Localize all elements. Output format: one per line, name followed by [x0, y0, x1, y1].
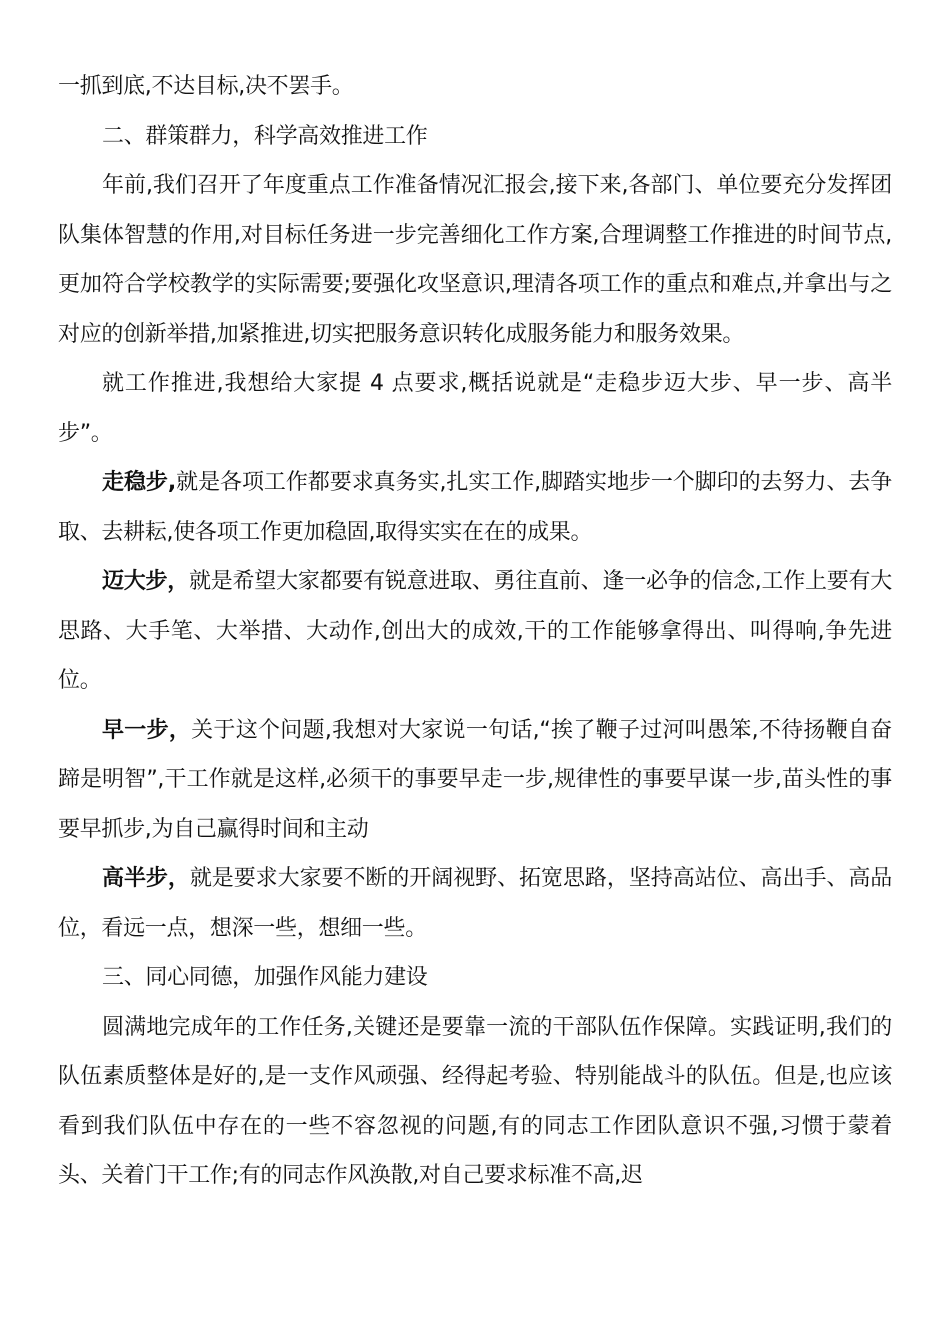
paragraph-steady-step	[58, 458, 892, 557]
paragraph-half-step	[58, 854, 892, 953]
paragraph-text: 就工作推进,我想给大家提 4 点要求,概括说就是“走稳步迈大步、早一步、高半步”。	[58, 371, 892, 446]
paragraph-text: 年前,我们召开了年度重点工作准备情况汇报会,接下来,各部门、单位要充分发挥团队集体智慧的作用,对目标任务进一步完善细化工作方案,合理调整工作推进的时间节点,更加符合学校教学的实际需要;要强化攻坚意识,理清各项工作的重点和难点,并拿出与之对应的创新举措,加紧推进,切实把服务意识转化成服务能力和服务效果。	[58, 173, 892, 347]
paragraph-big-step	[58, 557, 892, 706]
paragraph-text: 就是各项工作都要求真务实,扎实工作,脚踏实地步一个脚印的去努力、去争取、去耕耘,使各项工作更加稳固,取得实实在在的成果。	[58, 470, 892, 545]
paragraph-text: 一抓到底,不达目标,决不罢手。	[58, 74, 354, 99]
bold-lead: 高半步，	[102, 866, 190, 891]
paragraph-text: 圆满地完成年的工作任务,关键还是要靠一流的干部队伍作保障。实践证明,我们的队伍素质整体是好的,是一支作风顽强、经得起考验、特别能战斗的队伍。但是,也应该看到我们队伍中存在的一些不容忽视的问题,有的同志工作团队意识不强,习惯于蒙着头、关着门干工作;有的同志作风涣散,对自己要求标准不高,迟	[58, 1014, 892, 1188]
bold-lead: 迈大步，	[102, 569, 190, 594]
section-heading-3	[58, 953, 892, 1003]
heading-text: 三、同心同德，加强作风能力建设	[102, 965, 428, 990]
document-page	[58, 62, 892, 1201]
paragraph-1	[58, 62, 892, 112]
paragraph-last	[58, 1003, 892, 1201]
bold-lead: 早一步，	[102, 717, 192, 743]
section-heading-2	[58, 112, 892, 162]
paragraph-early-step	[58, 706, 892, 855]
paragraph-4	[58, 359, 892, 458]
paragraph-text: 就是希望大家都要有锐意进取、勇往直前、逢一必争的信念,工作上要有大思路、大手笔、大举措、大动作,创出大的成效,干的工作能够拿得出、叫得响,争先进位。	[58, 569, 892, 693]
paragraph-text: 就是要求大家要不断的开阔视野、拓宽思路，坚持高站位、高出手、高品位，看远一点，想深一些，想细一些。	[58, 866, 892, 941]
paragraph-text: 关于这个问题,我想对大家说一句话,“挨了鞭子过河叫愚笨,不待扬鞭自奋蹄是明智”,干工作就是这样,必须干的事要早走一步,规律性的事要早谋一步,苗头性的事要早抓步,为自己赢得时间和主动	[58, 717, 892, 842]
paragraph-3	[58, 161, 892, 359]
heading-text: 二、群策群力，科学高效推进工作	[102, 123, 428, 149]
bold-lead: 走稳步,	[102, 470, 176, 495]
